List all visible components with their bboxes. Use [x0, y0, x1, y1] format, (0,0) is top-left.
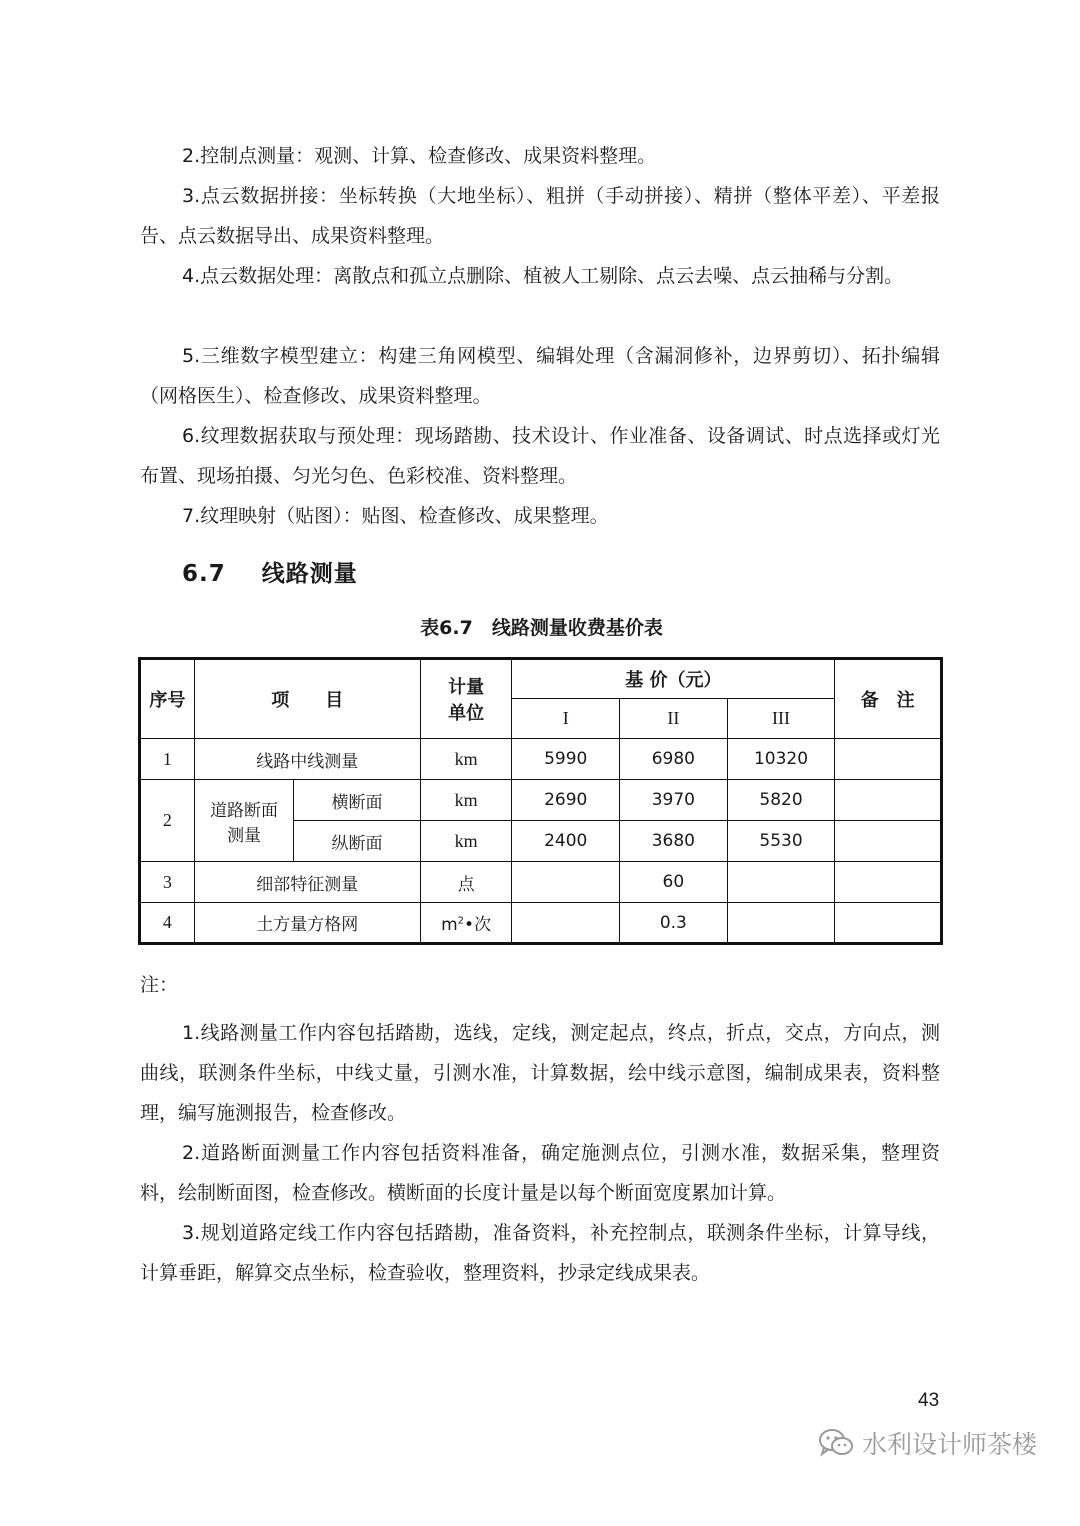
cell-price-3: 5530 — [727, 821, 835, 862]
header-remark: 备 注 — [835, 659, 942, 739]
cell-price-2: 0.3 — [620, 903, 728, 944]
paragraph-point-cloud-processing: 4.点云数据处理：离散点和孤立点删除、植被人工剔除、点云去噪、点云抽稀与分割。 — [182, 265, 904, 287]
paragraph-texture-mapping: 7.纹理映射（贴图）：贴图、检查修改、成果整理。 — [182, 505, 609, 527]
table-row — [140, 780, 942, 821]
paragraph-texture-data: 6.纹理数据获取与预处理：现场踏勘、技术设计、作业准备、设备调试、时点选择或灯光布置、现场拍摄、匀光匀色、色彩校准、资料整理。 — [140, 425, 940, 487]
note-item: 1.线路测量工作内容包括踏勘，选线，定线，测定起点，终点，折点，交点，方向点，测曲线，联测条件坐标，中线丈量，引测水准，计算数据，绘中线示意图，编制成果表，资料整理，编写施测报告，检查修改。 — [140, 1022, 940, 1124]
cell-remark — [835, 739, 942, 780]
cell-price-3: 10320 — [727, 739, 835, 780]
section-number: 6.7 — [182, 561, 226, 587]
cell-price-1: 2400 — [512, 821, 620, 862]
paragraph-control-point: 2.控制点测量：观测、计算、检查修改、成果资料整理。 — [182, 145, 657, 167]
header-grade-1: I — [512, 699, 620, 739]
cell-remark — [835, 862, 942, 903]
cell-group — [194, 780, 294, 862]
cell-seq: 1 — [140, 739, 195, 780]
cell-sub-item: 横断面 — [294, 780, 420, 821]
cell-remark — [835, 821, 942, 862]
notes-label: 注： — [140, 974, 179, 996]
header-unit-line1: 计量 — [448, 677, 485, 698]
cell-sub-item: 纵断面 — [294, 821, 420, 862]
cell-price-3: 5820 — [727, 780, 835, 821]
table-caption: 表6.7 线路测量收费基价表 — [420, 617, 663, 639]
cell-item: 线路中线测量 — [194, 739, 420, 780]
cell-price-2: 3970 — [620, 780, 728, 821]
cell-remark — [835, 903, 942, 944]
header-base-price: 基 价（元） — [512, 659, 835, 699]
cell-price-1: 5990 — [512, 739, 620, 780]
cell-unit-superscript: 2 — [457, 915, 465, 927]
cell-item: 土方量方格网 — [194, 903, 420, 944]
header-item: 项 目 — [194, 659, 420, 739]
cell-price-1 — [512, 862, 620, 903]
cell-price-2: 6980 — [620, 739, 728, 780]
fee-table — [138, 657, 943, 945]
header-unit-line2: 单位 — [448, 703, 485, 724]
watermark-text: 水利设计师茶楼 — [862, 1430, 1038, 1459]
note-item: 2.道路断面测量工作内容包括资料准备，确定施测点位，引测水准，数据采集，整理资料，绘制断面图，检查修改。横断面的长度计量是以每个断面宽度累加计算。 — [140, 1142, 940, 1204]
cell-price-3 — [727, 862, 835, 903]
watermark — [818, 1425, 1037, 1461]
paragraph-point-cloud-stitching: 3.点云数据拼接：坐标转换（大地坐标）、粗拼（手动拼接）、精拼（整体平差）、平差报告、点云数据导出、成果资料整理。 — [140, 185, 940, 247]
cell-unit-tail: •次 — [464, 915, 492, 935]
cell-unit: km — [420, 821, 512, 862]
note-item: 3.规划道路定线工作内容包括踏勘，准备资料，补充控制点，联测条件坐标，计算导线，计算垂距，解算交点坐标，检查验收，整理资料，抄录定线成果表。 — [140, 1222, 940, 1284]
header-grade-3: III — [727, 699, 835, 739]
cell-price-3 — [727, 903, 835, 944]
cell-unit: km — [420, 780, 512, 821]
cell-item: 细部特征测量 — [194, 862, 420, 903]
cell-price-1 — [512, 903, 620, 944]
cell-unit — [420, 903, 512, 944]
table-row — [140, 739, 942, 780]
cell-unit: km — [420, 739, 512, 780]
cell-remark — [835, 780, 942, 821]
cell-price-2: 60 — [620, 862, 728, 903]
section-title: 线路测量 — [261, 561, 358, 587]
cell-seq: 4 — [140, 903, 195, 944]
header-grade-2: II — [620, 699, 728, 739]
cell-group-line1: 道路断面 — [210, 800, 279, 821]
header-unit — [420, 659, 512, 739]
table-row — [140, 903, 942, 944]
header-seq: 序号 — [140, 659, 195, 739]
cell-price-1: 2690 — [512, 780, 620, 821]
cell-seq: 2 — [140, 780, 195, 862]
cell-group-line2: 测量 — [227, 825, 262, 846]
wechat-icon — [818, 1428, 854, 1458]
cell-seq: 3 — [140, 862, 195, 903]
table-header-row — [140, 659, 942, 699]
cell-unit: 点 — [420, 862, 512, 903]
section-heading — [182, 556, 358, 592]
table-row — [140, 862, 942, 903]
cell-unit-base: m — [441, 915, 458, 935]
cell-price-2: 3680 — [620, 821, 728, 862]
page-number: 43 — [918, 1390, 940, 1411]
paragraph-3d-model: 5.三维数字模型建立：构建三角网模型、编辑处理（含漏洞修补，边界剪切）、拓扑编辑（网格医生）、检查修改、成果资料整理。 — [140, 345, 940, 407]
